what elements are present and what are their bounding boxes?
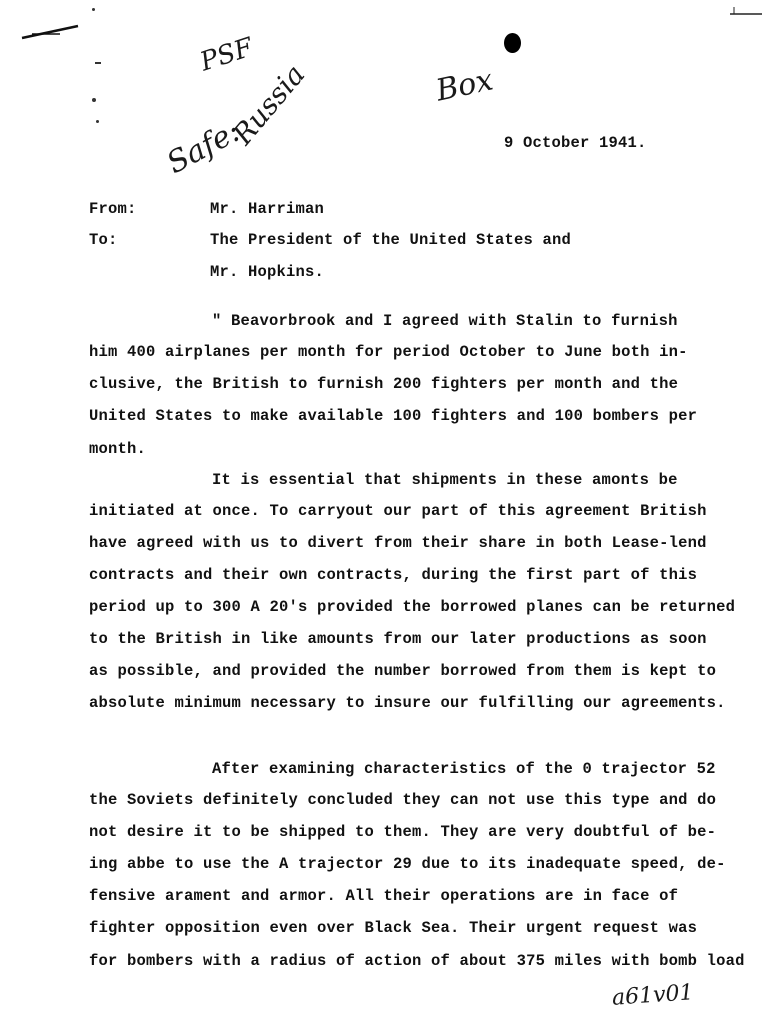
corner-mark (728, 4, 764, 18)
body-line: initiated at once. To carryout our part of this agreement British (89, 502, 707, 520)
body-line: ing abbe to use the A trajector 29 due to its inadequate speed, de- (89, 855, 726, 873)
pen-stroke-mark (20, 22, 82, 42)
speck-mark (95, 62, 101, 64)
body-line: him 400 airplanes per month for period October to June both in- (89, 343, 688, 361)
speck-mark (92, 98, 96, 102)
body-line: period up to 300 A 20's provided the borrowed planes can be returned (89, 598, 736, 616)
speck-mark (92, 8, 95, 11)
body-line: month. (89, 440, 147, 458)
body-line: It is essential that shipments in these amonts be (212, 471, 678, 489)
body-line: " Beavorbrook and I agreed with Stalin to furnish (212, 312, 678, 330)
body-line: After examining characteristics of the 0 trajector 52 (212, 760, 716, 778)
body-line: clusive, the British to furnish 200 fighters per month and the (89, 375, 679, 393)
body-line: contracts and their own contracts, during the first part of this (89, 566, 698, 584)
body-line: for bombers with a radius of action of about 375 miles with bomb load (89, 952, 745, 970)
to-value-line-2: Mr. Hopkins. (210, 263, 325, 281)
body-line: not desire it to be shipped to them. They are very doubtful of be- (89, 823, 717, 841)
handwritten-box: Box (432, 62, 497, 109)
body-line: absolute minimum necessary to insure our fulfilling our agreements. (89, 694, 726, 712)
handwritten-safe: Safe: (161, 113, 247, 182)
body-line: the Soviets definitely concluded they can not use this type and do (89, 791, 717, 809)
speck-mark (96, 120, 99, 123)
handwritten-page-id: a61v01 (611, 980, 695, 1011)
from-label: From: (89, 200, 137, 218)
dot-mark (504, 33, 521, 53)
document-date: 9 October 1941. (504, 134, 647, 152)
body-line: United States to make available 100 fighters and 100 bombers per (89, 407, 698, 425)
body-line: fensive arament and armor. All their operations are in face of (89, 887, 679, 905)
from-value: Mr. Harriman (210, 200, 325, 218)
to-label: To: (89, 231, 118, 249)
body-line: as possible, and provided the number borrowed from them is kept to (89, 662, 717, 680)
body-line: to the British in like amounts from our later productions as soon (89, 630, 707, 648)
handwritten-psf: PSF (196, 32, 257, 78)
body-line: have agreed with us to divert from their share in both Lease-lend (89, 534, 707, 552)
to-value-line-1: The President of the United States and (210, 231, 572, 249)
handwritten-russia: Russia (226, 58, 312, 151)
body-line: fighter opposition even over Black Sea. Their urgent request was (89, 919, 698, 937)
